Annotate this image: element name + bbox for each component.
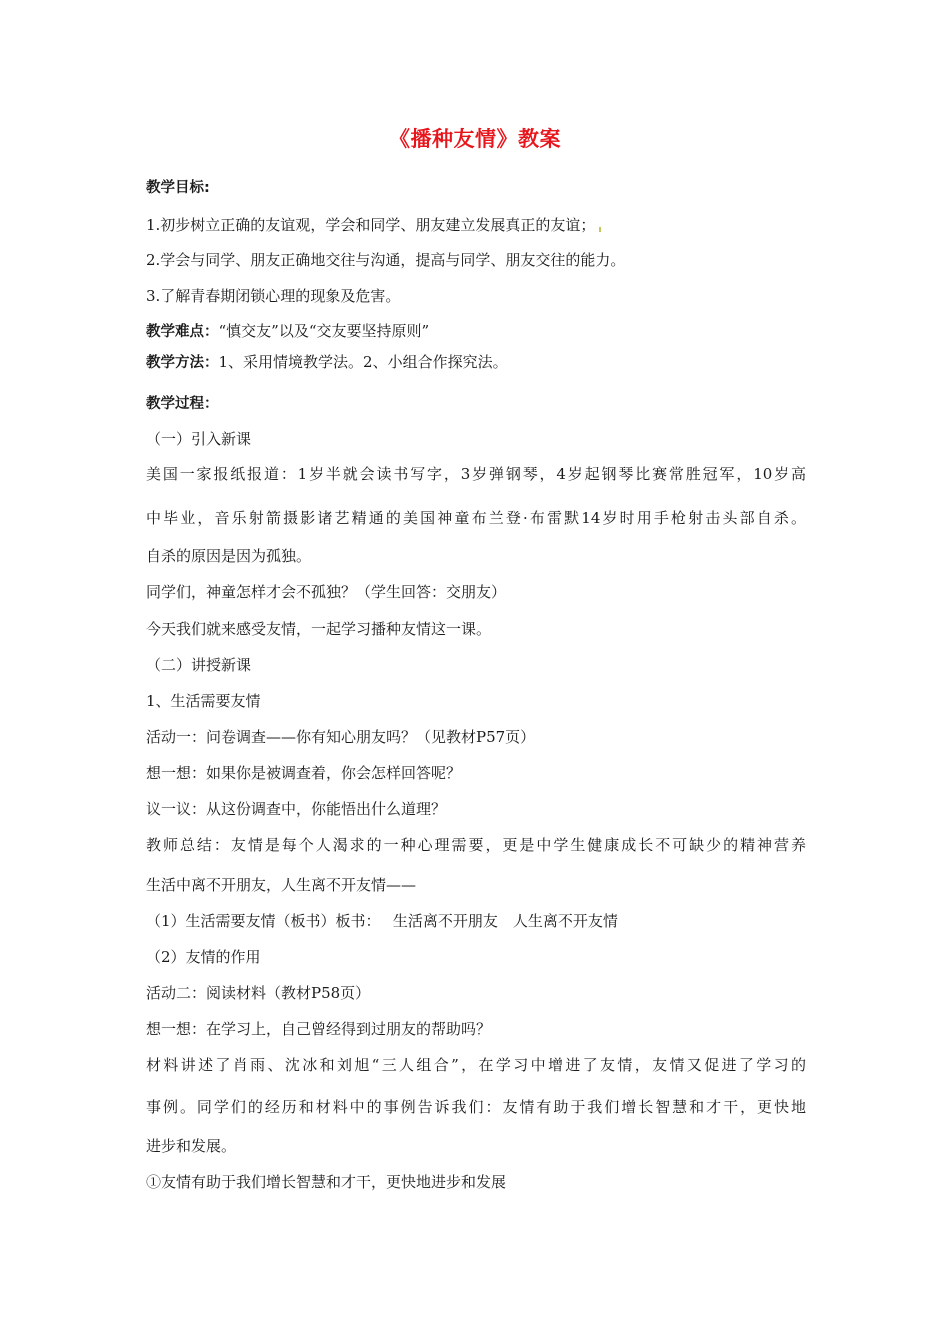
- section-heading: （二）讲授新课: [146, 656, 252, 674]
- paragraph-line: （1）生活需要友情（板书）板书： 生活离不开朋友 人生离不开友情: [146, 912, 618, 930]
- method-row: [146, 352, 508, 373]
- paragraph-line: 教师总结：友情是每个人渴求的一种心理需要，更是中学生健康成长不可缺少的精神营养: [146, 836, 806, 854]
- paragraph-line: 美国一家报纸报道：1岁半就会读书写字，3岁弹钢琴，4岁起钢琴比赛常胜冠军，10岁高: [146, 465, 806, 483]
- mark-dot: [599, 227, 601, 232]
- difficulty-row: [146, 321, 429, 342]
- method-text: 1、采用情境教学法。2、小组合作探究法。: [218, 353, 508, 371]
- method-label: 教学方法：: [146, 355, 219, 371]
- objective-item: 2.学会与同学、朋友正确地交往与沟通，提高与同学、朋友交往的能力。: [146, 251, 626, 269]
- objective-item: [146, 215, 601, 235]
- paragraph-line: 事例。同学们的经历和材料中的事例告诉我们：友情有助于我们增长智慧和才干，更快地: [146, 1098, 806, 1116]
- section-heading: （一）引入新课: [146, 430, 252, 448]
- paragraph-line: 今天我们就来感受友情，一起学习播种友情这一课。: [146, 620, 492, 638]
- paragraph-line: ①友情有助于我们增长智慧和才干，更快地进步和发展: [146, 1173, 507, 1191]
- paragraph-line: 同学们，神童怎样才会不孤独？（学生回答：交朋友）: [146, 583, 507, 601]
- paragraph-line: 生活中离不开朋友，人生离不开友情——: [146, 876, 417, 894]
- page-title: 《播种友情》教案: [389, 127, 561, 151]
- objectives-heading: 教学目标:: [146, 180, 210, 196]
- paragraph-line: 中毕业，音乐射箭摄影诸艺精通的美国神童布兰登·布雷默14岁时用手枪射击头部自杀。: [146, 509, 806, 527]
- difficulty-label: 教学难点：: [146, 324, 219, 340]
- paragraph-line: （2）友情的作用: [146, 948, 261, 966]
- objective-item-text: 1.初步树立正确的友谊观，学会和同学、朋友建立发展真正的友谊；: [146, 216, 596, 234]
- process-heading: 教学过程：: [146, 396, 219, 412]
- objective-item: 3.了解青春期闭锁心理的现象及危害。: [146, 287, 401, 305]
- paragraph-line: 议一议：从这份调查中，你能悟出什么道理？: [146, 800, 447, 818]
- subsection-heading: 1、生活需要友情: [146, 692, 261, 710]
- paragraph-line: 活动二：阅读材料（教材P58页）: [146, 984, 371, 1002]
- paragraph-line: 材料讲述了肖雨、沈冰和刘旭“三人组合”，在学习中增进了友情，友情又促进了学习的: [146, 1056, 806, 1074]
- paragraph-line: 想一想：在学习上，自己曾经得到过朋友的帮助吗？: [146, 1020, 492, 1038]
- paragraph-line: 自杀的原因是因为孤独。: [146, 547, 312, 565]
- difficulty-text: “慎交友”以及“交友要坚持原则”: [218, 322, 430, 340]
- paragraph-line: 想一想：如果你是被调查着，你会怎样回答呢？: [146, 764, 462, 782]
- paragraph-line: 活动一：问卷调查——你有知心朋友吗？（见教材P57页）: [146, 728, 536, 746]
- paragraph-line: 进步和发展。: [146, 1137, 237, 1155]
